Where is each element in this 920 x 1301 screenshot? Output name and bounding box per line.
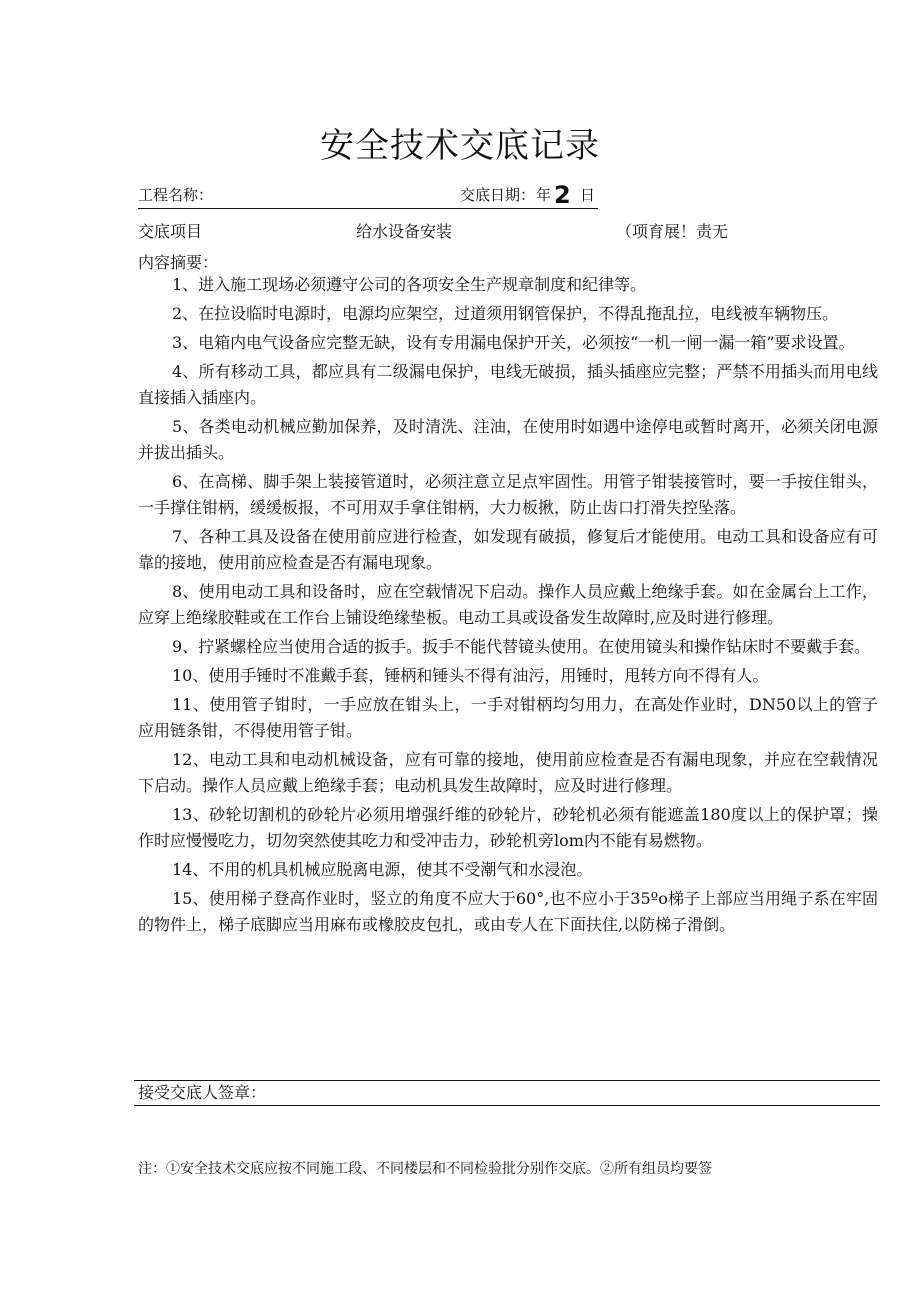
date-label: 交底日期：	[460, 186, 536, 204]
item-value: 给水设备安装	[356, 222, 453, 241]
day-char: 日	[580, 186, 596, 204]
item-label: 交底项目	[138, 222, 203, 241]
year-char: 年	[536, 186, 552, 204]
paragraph: 11、使用管子钳时，一手应放在钳头上，一手对钳柄均匀用力，在高处作业时，DN50以上的管子应用链条钳，不得使用管子钳。	[138, 695, 878, 740]
paragraph: 6、在高梯、脚手架上装接管道时，必须注意立足点牢固性。用管子钳装接管时，要一手按住钳头，一手撑住钳柄，缓缓板报，不可用双手拿住钳柄，大力板揪，防止齿口打滑失控坠落。	[138, 472, 878, 517]
content-body	[138, 272, 878, 941]
paragraph: 14、不用的机具机械应脱离电源，使其不受潮气和水浸泡。	[172, 860, 593, 879]
paragraph: 3、电箱内电气设备应完整无缺，设有专用漏电保护开关，必须按“一机一闸一漏一箱”要求设置。	[172, 333, 855, 352]
paragraph: 13、砂轮切割机的砂轮片必须用增强纤维的砂轮片，砂轮机必须有能遮盖180度以上的保护罩；操作时应慢慢吃力，切勿突然使其吃力和受冲击力，砂轮机旁lom内不能有易燃物。	[138, 805, 878, 850]
document-title: 安全技术交底记录	[320, 126, 600, 166]
paragraph: 1、进入施工现场必须遵守公司的各项安全生产规章制度和纪律等。	[172, 275, 647, 294]
footnote: 注：①安全技术交底应按不同施工段、不同楼层和不同检验批分别作交底。②所有组员均要签	[138, 1161, 712, 1177]
header-line	[138, 182, 598, 209]
signature-row: 接受交底人签章：	[134, 1080, 880, 1106]
project-name-label: 工程名称：	[138, 186, 214, 204]
paragraph: 4、所有移动工具，都应具有二级漏电保护，电线无破损，插头插座应完整；严禁不用插头而用电线直接插入插座内。	[138, 362, 878, 407]
paragraph: 7、各种工具及设备在使用前应进行检查，如发现有破损，修复后才能使用。电动工具和设备应有可靠的接地，使用前应检查是否有漏电现象。	[138, 527, 878, 572]
paragraph: 12、电动工具和电动机械设备，应有可靠的接地，使用前应检查是否有漏电现象，并应在空载情况下启动。操作人员应戴上绝缘手套；电动机具发生故障时，应及时进行修理。	[138, 750, 878, 795]
paragraph: 5、各类电动机械应勤加保养，及时清洗、注油，在使用时如遇中途停电或暂时离开，必须关闭电源并拔出插头。	[138, 417, 878, 462]
paragraph: 10、使用手锤时不准戴手套，锤柄和锤头不得有油污，用锤时，甩转方向不得有人。	[172, 666, 769, 685]
item-row	[138, 219, 838, 243]
paragraph: 9、拧紧螺栓应当使用合适的扳手。扳手不能代替镜头使用。在使用镜头和操作钻床时不要戴手套。	[172, 637, 871, 656]
date-number: 2	[554, 181, 571, 209]
paragraph: 8、使用电动工具和设备时，应在空载情况下启动。操作人员应戴上绝缘手套。如在金属台上工作，应穿上绝缘胶鞋或在工作台上铺设绝缘垫板。电动工具或设备发生故障时,应及时进行修理。	[138, 582, 878, 627]
abstract-label: 内容摘要：	[138, 253, 219, 272]
item-extra: （项育展！责无	[616, 222, 729, 241]
paragraph: 15、使用梯子登高作业时，竖立的角度不应大于60°,也不应小于35ºo梯子上部应当用绳子系在牢固的物件上，梯子底脚应当用麻布或橡胶皮包扎，或由专人在下面扶住,以防梯子滑倒。	[138, 889, 878, 934]
paragraph: 2、在拉设临时电源时，电源均应架空，过道须用钢管保护，不得乱拖乱拉，电线被车辆物压。	[172, 304, 839, 323]
